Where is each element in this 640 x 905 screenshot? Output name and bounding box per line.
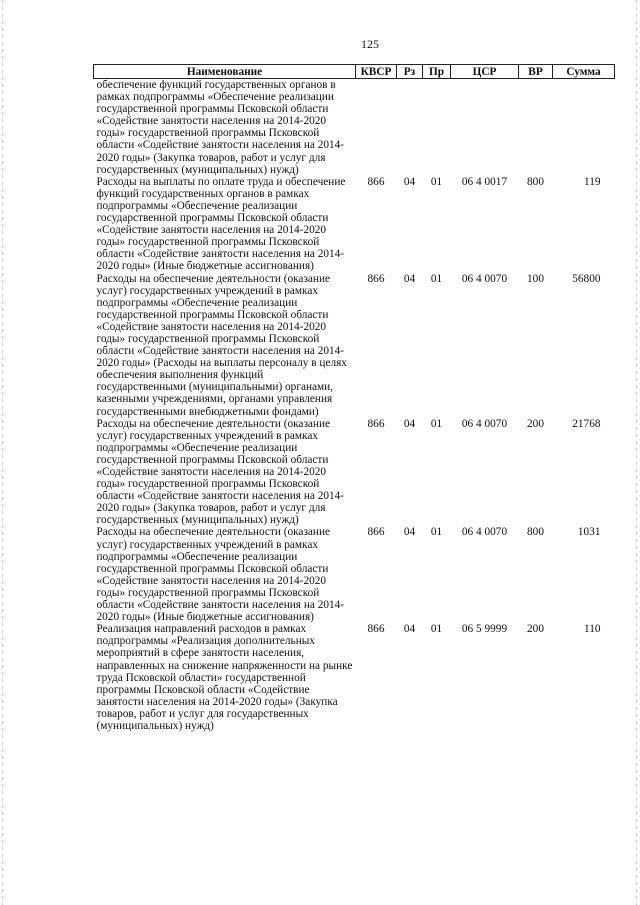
row-pr: 01 <box>430 623 443 636</box>
row-sum: 56800 <box>572 272 601 285</box>
row-name: Расходы на выплаты по оплате труда и обеспечение функций государственных органов в рамках подпрограммы «Обеспечение реализации государственной программы Псковской области «Содействие занятости населения на 2014-2020 годы» государственной программы Псковской области «Содействие занятости населения на 2014-2020 годы» (Иные бюджетные ассигнования) <box>96 175 346 273</box>
row-sum: 119 <box>583 175 601 188</box>
table-row <box>94 176 615 273</box>
row-name: Расходы на обеспечение деятельности (оказание услуг) государственных учреждений в рамках подпрограммы «Обеспечение реализации государственной программы Псковской области «Содействие занятости населения на 2014-2020 годы» государственной программы Псковской области «Содействие занятости населения на 2014-2020 годы» (Расходы на выплаты персоналу в целях обеспечения выполнения функций государственными (муниципальными) органами, казенными учреждениями, органами управления государственными внебюджетными фондами) <box>96 272 347 418</box>
row-name: Расходы на обеспечение деятельности (оказание услуг) государственных учреждений в рамках подпрограммы «Обеспечение реализации государственной программы Псковской области «Содействие занятости населения на 2014-2020 годы» государственной программы Псковской области «Содействие занятости населения на 2014-2020 годы» (Иные бюджетные ассигнования) <box>96 526 345 624</box>
budget-table <box>93 64 615 732</box>
row-kvsr: 866 <box>367 417 385 430</box>
row-pr: 01 <box>430 417 443 430</box>
table-row <box>94 418 615 527</box>
row-vr: 200 <box>527 623 544 636</box>
row-csr: 06 4 0070 <box>461 272 508 285</box>
row-vr: 100 <box>527 272 544 285</box>
row-kvsr: 866 <box>367 272 385 285</box>
row-name: Расходы на обеспечение деятельности (оказание услуг) государственных учреждений в рамках подпрограммы «Обеспечение реализации государственной программы Псковской области «Содействие занятости населения на 2014-2020 годы» государственной программы Псковской области «Содействие занятости населения на 2014-2020 годы» (Закупка товаров, работ и услуг для государственных (муниципальных) нужд) <box>96 417 345 527</box>
row-vr <box>519 79 553 176</box>
page-number: 125 <box>361 37 379 51</box>
row-rz: 04 <box>403 623 416 636</box>
row-csr: 06 4 0070 <box>461 526 508 539</box>
table-row <box>94 273 615 418</box>
table-row <box>94 526 615 623</box>
scan-edge-right <box>636 0 637 905</box>
table-body <box>94 79 615 733</box>
row-csr: 06 5 9999 <box>461 623 508 636</box>
header-name: Наименование <box>94 65 356 79</box>
table-row <box>94 79 615 176</box>
row-vr: 800 <box>527 175 544 188</box>
row-csr <box>451 79 519 176</box>
header-sum: Сумма <box>553 65 615 79</box>
row-sum: 21768 <box>572 417 601 430</box>
row-kvsr: 866 <box>367 623 385 636</box>
row-pr: 01 <box>430 272 443 285</box>
row-rz: 04 <box>403 417 416 430</box>
header-kvsr: КВСР <box>356 65 397 79</box>
row-vr: 200 <box>527 417 544 430</box>
table-row <box>94 623 615 732</box>
header-pr: Пр <box>423 65 451 79</box>
row-csr: 06 4 0070 <box>461 417 508 430</box>
row-sum <box>553 79 615 176</box>
row-name: Реализация направлений расходов в рамках подпрограммы «Реализация дополнительных мероприятий в сфере занятости населения, направленных на снижение напряженности на рынке труда Псковской области» государственной программы Псковской области «Содействие занятости населения на 2014-2020 годы» (Закупка товаров, работ и услуг для государственных (муниципальных) нужд) <box>96 623 353 732</box>
row-kvsr <box>356 79 397 176</box>
table-header <box>94 65 615 79</box>
scan-edge-left <box>2 0 3 905</box>
row-rz: 04 <box>403 272 416 285</box>
row-rz: 04 <box>403 175 416 188</box>
row-vr: 800 <box>527 526 544 539</box>
row-pr <box>423 79 451 176</box>
row-pr: 01 <box>430 175 443 188</box>
row-rz <box>397 79 423 176</box>
row-sum: 110 <box>583 623 601 636</box>
row-pr: 01 <box>430 526 443 539</box>
header-rz: Рз <box>397 65 423 79</box>
row-csr: 06 4 0017 <box>461 175 508 188</box>
row-kvsr: 866 <box>367 175 385 188</box>
row-name: обеспечение функций государственных органов в рамках подпрограммы «Обеспечение реализации государственной программы Псковской области «Содействие занятости населения на 2014-2020 годы» государственной программы Псковской области «Содействие занятости населения на 2014-2020 годы» (Закупка товаров, работ и услуг для государственных (муниципальных) нужд) <box>96 79 345 176</box>
row-kvsr: 866 <box>367 526 385 539</box>
header-vr: ВР <box>519 65 553 79</box>
row-sum: 1031 <box>577 526 601 539</box>
row-rz: 04 <box>403 526 416 539</box>
header-csr: ЦСР <box>451 65 519 79</box>
